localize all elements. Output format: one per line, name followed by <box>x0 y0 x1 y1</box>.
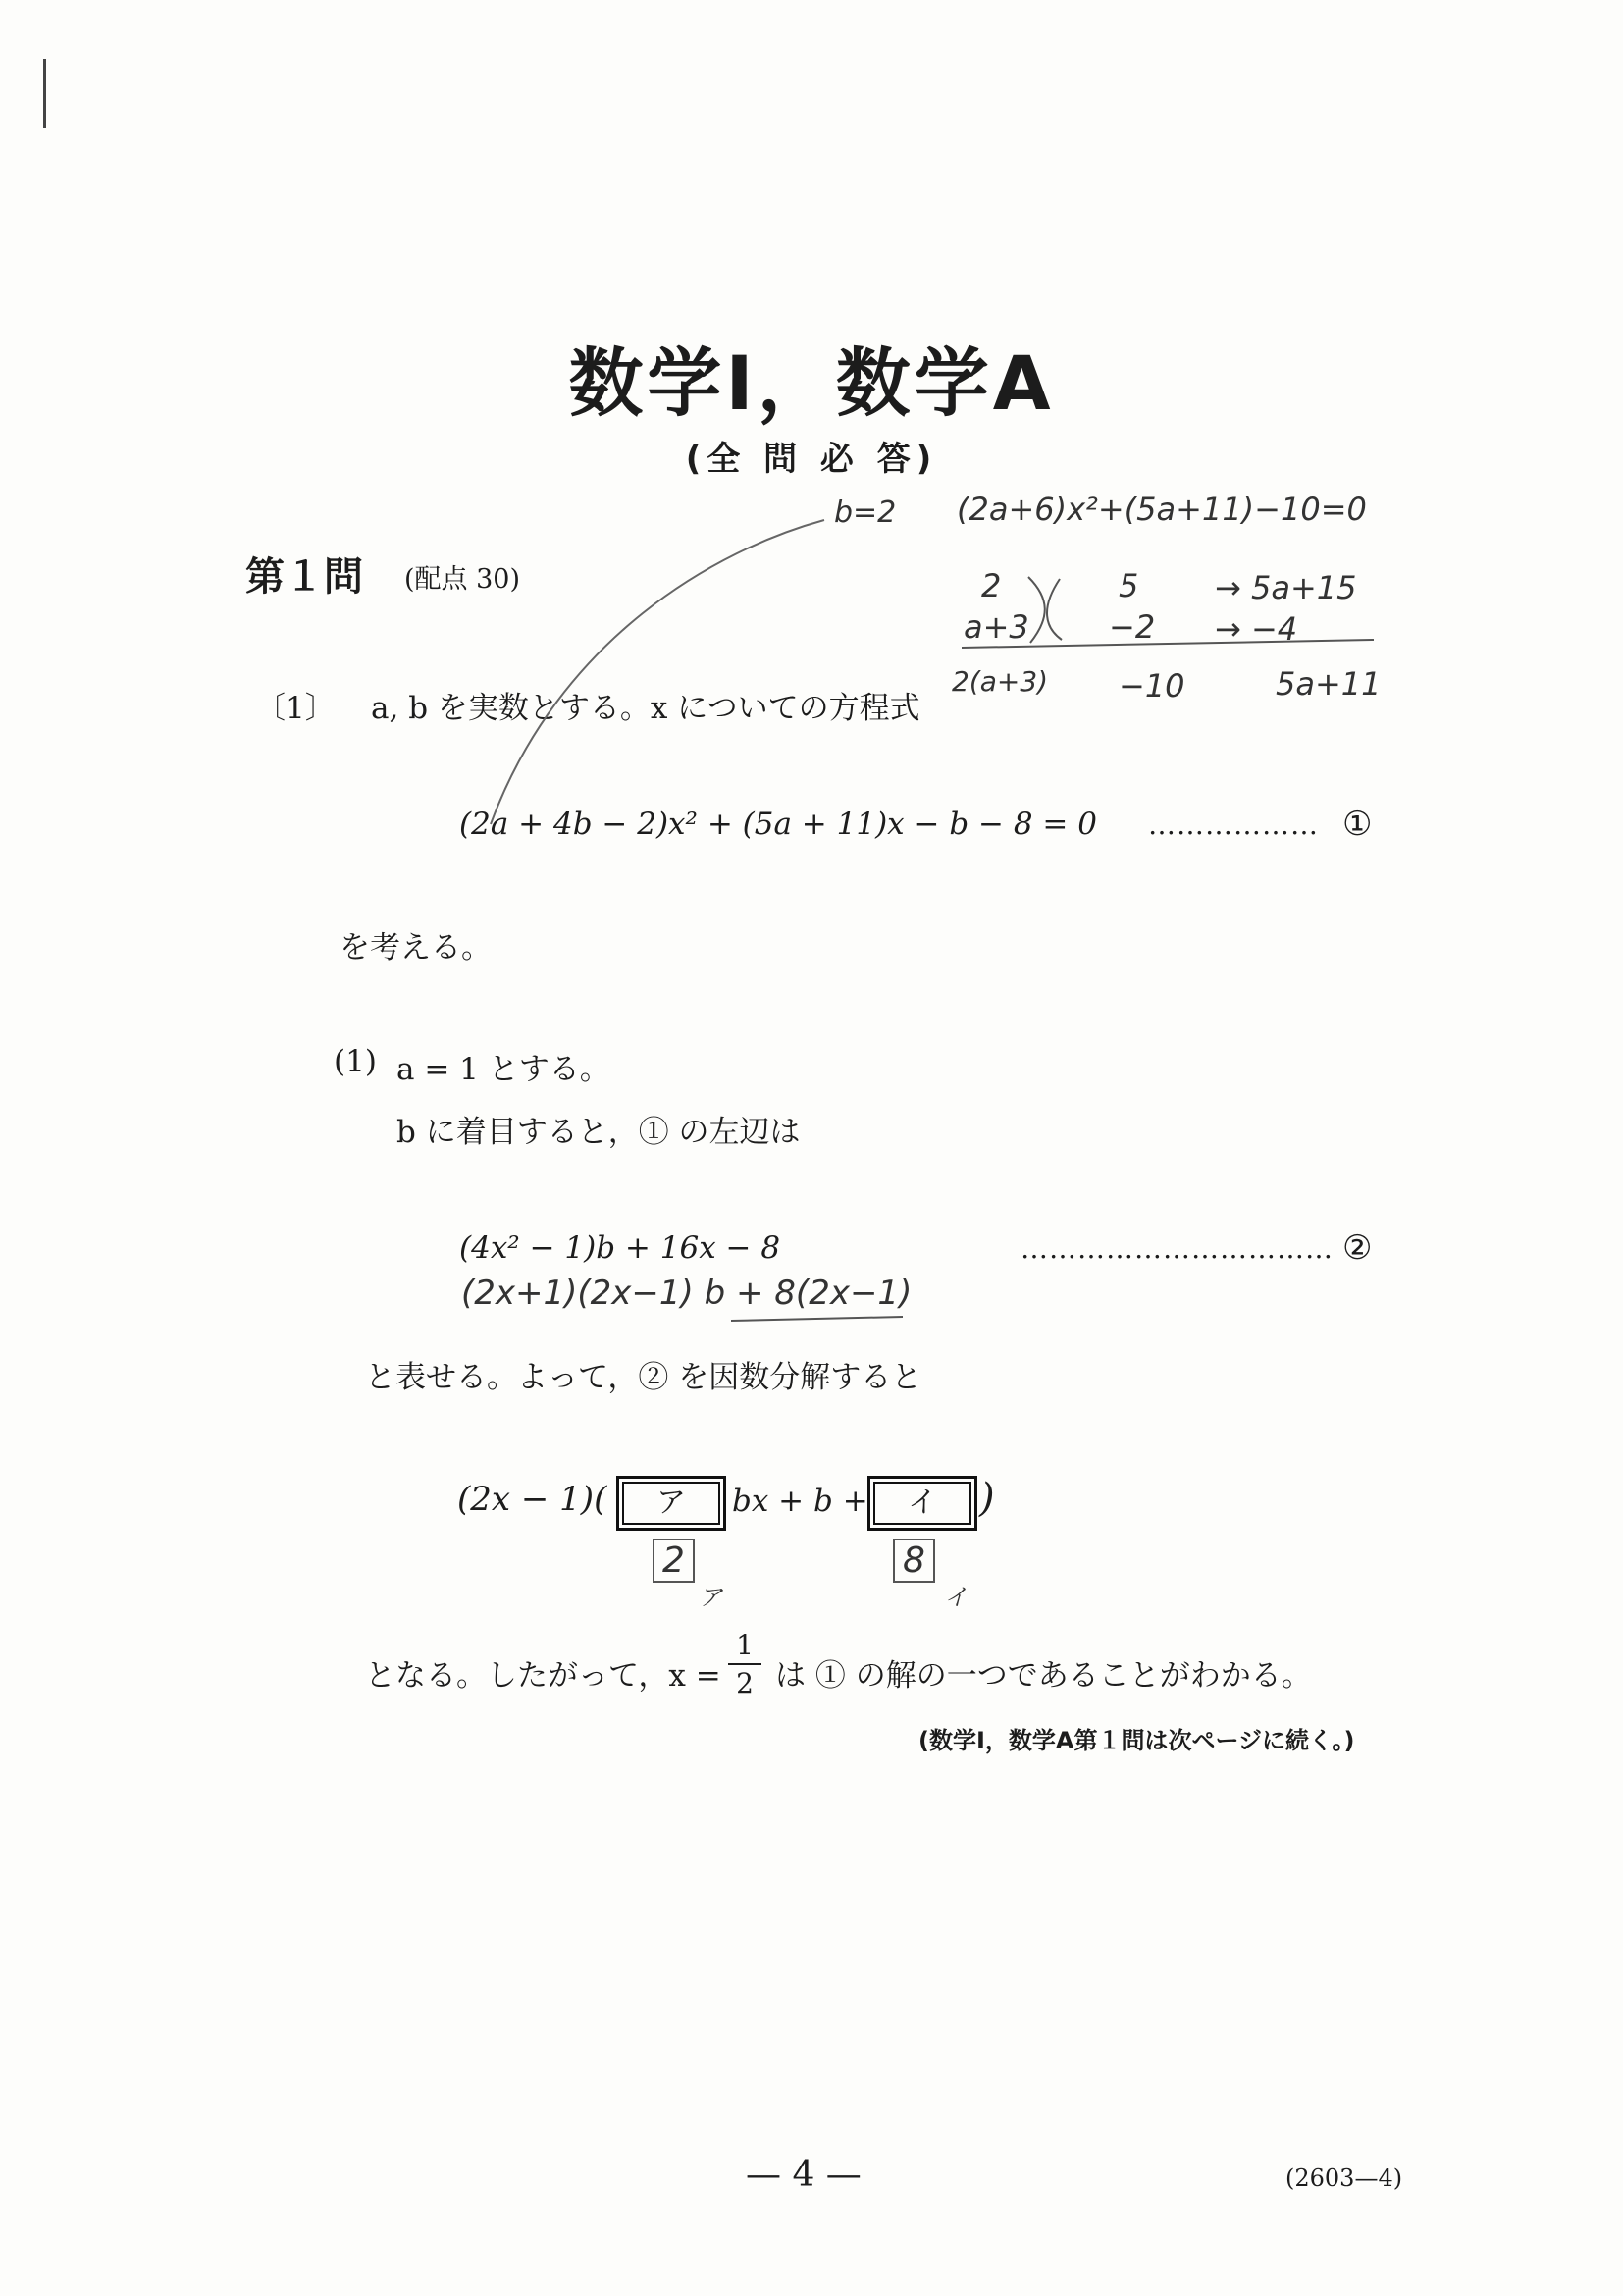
question-heading: 第１問 <box>245 554 363 600</box>
equation-1: (2a + 4b − 2)x² + (5a + 11)x − b − 8 = 0 <box>459 807 1097 842</box>
answer-box-i[interactable]: イ <box>867 1476 977 1531</box>
conclusion-pre: となる。したがって，x = <box>365 1658 721 1694</box>
hand-answer-i: 8 <box>893 1539 935 1583</box>
page-title: 数学Ⅰ，数学A <box>568 339 1055 427</box>
fraction-numerator: 1 <box>736 1629 754 1661</box>
hand-r3a: 2(a+3) <box>952 665 1049 698</box>
hand-r2a: a+3 <box>964 608 1029 646</box>
question-points: (配点 30) <box>404 564 521 595</box>
intro-text: a, b を実数とする。x についての方程式 <box>371 691 920 726</box>
equation-3-left: (2x − 1)( <box>457 1480 607 1519</box>
hand-r3c: 5a+11 <box>1276 665 1382 703</box>
hand-answer-a: 2 <box>653 1539 695 1583</box>
hand-r1c: → 5a+15 <box>1215 569 1357 606</box>
hand-factor: (2x+1)(2x−1) b + 8(2x−1) <box>461 1274 913 1313</box>
continued-note: (数学Ⅰ，数学A第１問は次ページに続く。) <box>918 1727 1355 1754</box>
fraction <box>728 1629 761 1699</box>
page-number: — 4 — <box>746 2155 862 2195</box>
equation-2-dots: …………………………… <box>1021 1232 1334 1265</box>
factor-instruction: と表せる。よって，② を因数分解すると <box>365 1360 922 1395</box>
hand-answer-a-label: ア <box>699 1584 722 1611</box>
fraction-bar <box>728 1663 761 1665</box>
equation-3-mid: bx + b + <box>732 1484 868 1519</box>
subpart-label: (1) <box>334 1044 377 1079</box>
equation-2-mark: ② <box>1342 1228 1373 1268</box>
equation-1-mark: ① <box>1342 805 1373 844</box>
fraction-denominator: 2 <box>736 1667 754 1699</box>
hand-r3b: −10 <box>1119 667 1185 704</box>
page-code: (2603—4) <box>1285 2165 1403 2192</box>
hand-r1b: 5 <box>1119 567 1139 604</box>
part-label: 〔1〕 <box>255 691 336 726</box>
equation-3-right: ) <box>979 1476 995 1521</box>
equation-2: (4x² − 1)b + 16x − 8 <box>459 1230 781 1266</box>
hand-r2c: → −4 <box>1215 610 1298 648</box>
consider-text: を考える。 <box>340 930 492 965</box>
hand-r2b: −2 <box>1109 608 1156 646</box>
hand-answer-i-label: イ <box>944 1584 968 1611</box>
hand-r1a: 2 <box>981 567 1002 604</box>
handwriting-curve <box>471 491 903 844</box>
page-subtitle: (全 問 必 答) <box>685 440 938 479</box>
conclusion-post: は ① の解の一つであることがわかる。 <box>775 1658 1312 1694</box>
subpart-condition: a = 1 とする。 <box>396 1052 610 1087</box>
hand-eq-top: (2a+6)x²+(5a+11)−10=0 <box>957 491 1367 528</box>
hand-b2: b=2 <box>834 496 897 530</box>
answer-box-a[interactable]: ア <box>616 1476 726 1531</box>
equation-1-dots: ……………… <box>1148 809 1319 841</box>
scan-mark <box>43 59 46 128</box>
hand-factor-underline <box>726 1311 913 1331</box>
focus-text: b に着目すると，① の左辺は <box>396 1115 801 1150</box>
